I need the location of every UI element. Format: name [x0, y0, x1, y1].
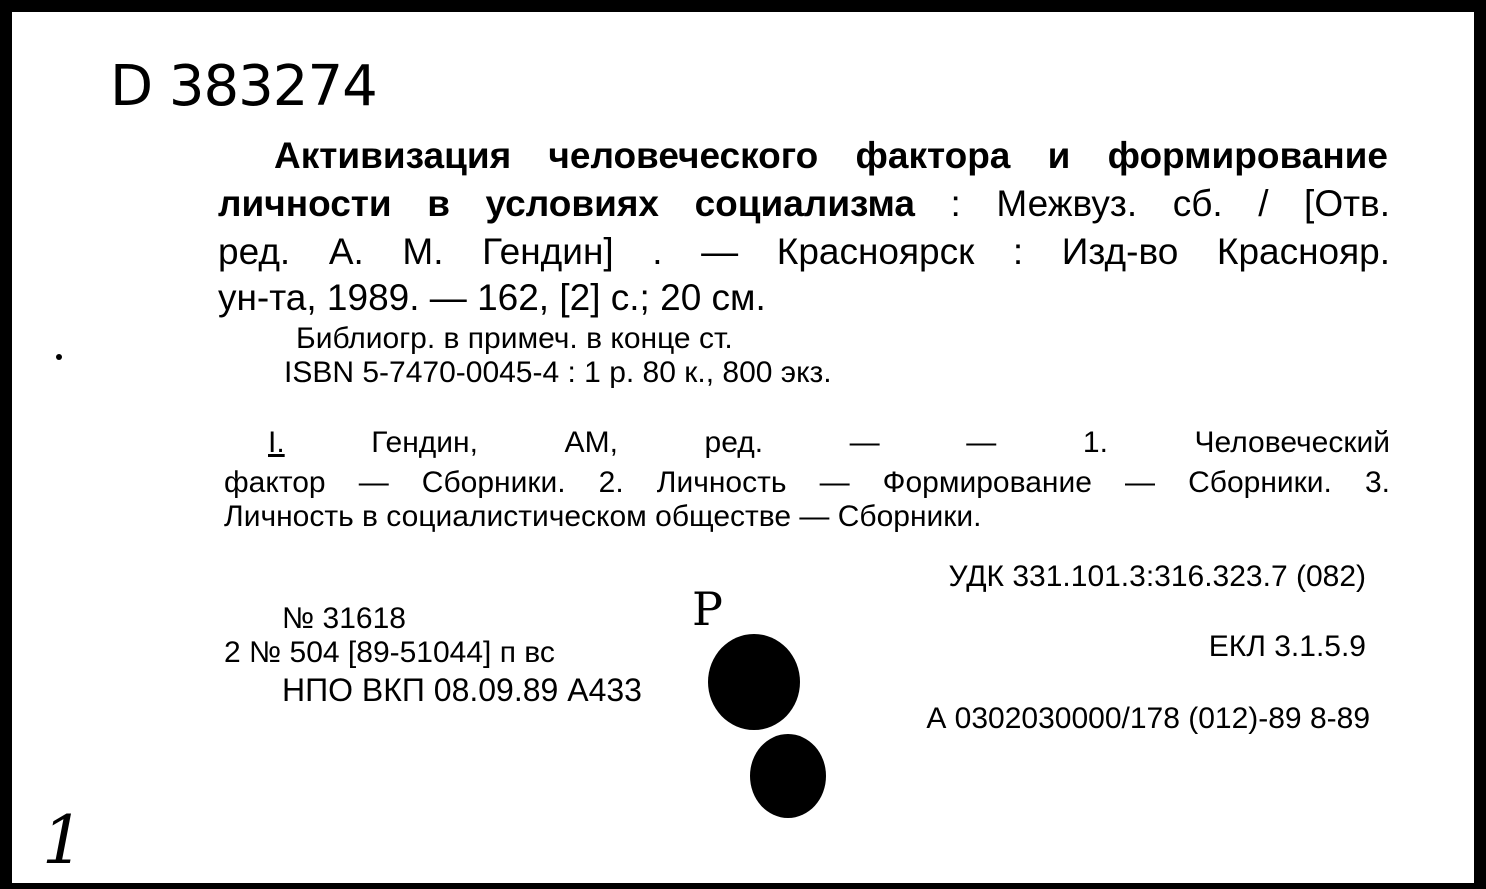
card-id-mark: D 383274	[110, 54, 377, 119]
imprint-line-2: ун-та, 1989. — 162, [2] с.; 20 см.	[218, 277, 766, 318]
subject-numeral: I.	[268, 426, 285, 459]
title-bold: Активизация человеческого фактора и формирование	[274, 135, 1388, 176]
subject-line-1	[268, 424, 1390, 462]
stray-dot	[56, 354, 62, 360]
subject-initial: М	[584, 426, 610, 459]
title-line-2	[218, 180, 1390, 228]
title-line-1	[274, 132, 1388, 180]
subject-line-3: Личность в социалистическом обществе — Сборники.	[224, 500, 982, 533]
imprint-line-1: ред. А. М. Гендин] . — Красноярск : Изд-во Краснояр.	[218, 231, 1390, 272]
handwritten-mark: Р	[692, 582, 723, 636]
ekl-code: ЕКЛ 3.1.5.9	[1208, 630, 1366, 663]
punch-hole-lower	[750, 734, 826, 818]
registry-line: 2 № 504 [89-51044] п вс	[224, 636, 555, 669]
isbn-note: ISBN 5-7470-0045-4 : 1 р. 80 к., 800 экз.	[284, 356, 832, 389]
subject-rest: , ред. — — 1. Человеческий	[609, 426, 1390, 459]
card-number: № 31618	[282, 602, 406, 635]
handwritten-page-number: 1	[42, 802, 84, 879]
udk-code: УДК 331.101.3:316.323.7 (082)	[948, 560, 1366, 593]
bibliography-note: Библиогр. в примеч. в конце ст.	[296, 322, 733, 355]
subject-line-2: фактор — Сборники. 2. Личность — Формирование — Сборники. 3.	[224, 466, 1390, 499]
publisher-line: НПО ВКП 08.09.89 А433	[282, 672, 642, 708]
subject-editor: Гендин, А	[284, 426, 585, 459]
title-rest: : Межвуз. сб. / [Отв.	[915, 183, 1390, 224]
classification-code: А 0302030000/178 (012)-89 8-89	[926, 702, 1370, 735]
title-bold-2: личности в условиях социализма	[218, 183, 915, 224]
punch-hole-upper	[708, 634, 800, 730]
